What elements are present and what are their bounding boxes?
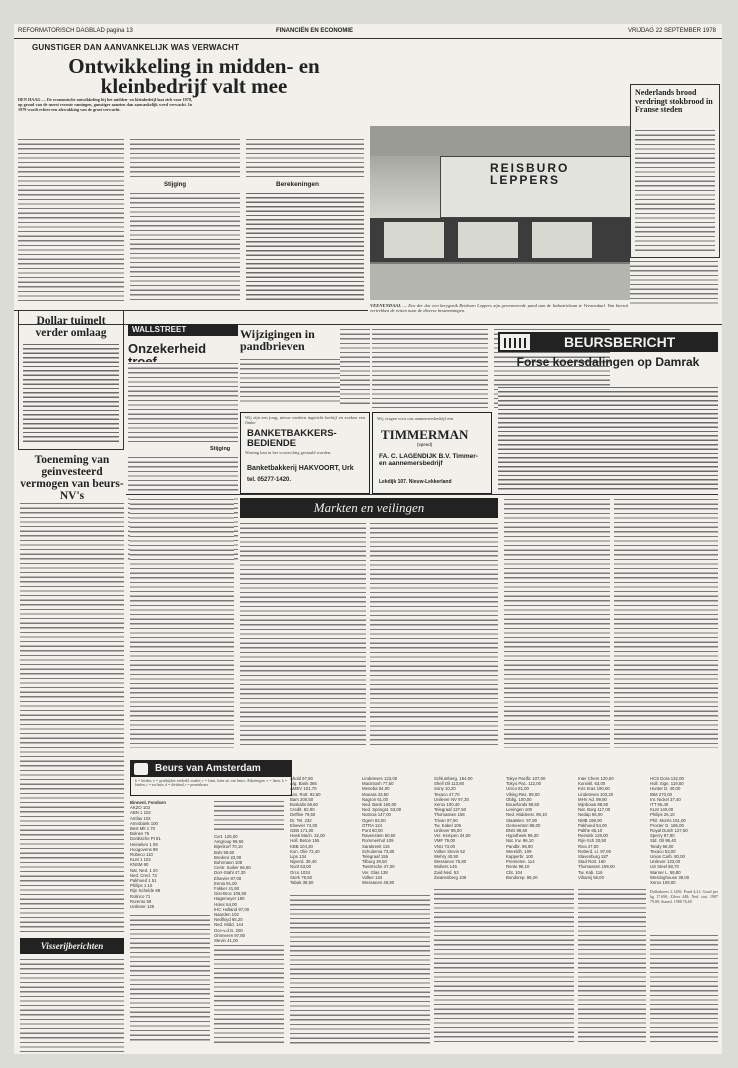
table-row: KLM 140,00 bbox=[650, 807, 674, 813]
table-row: Lips 134 bbox=[290, 854, 307, 860]
table-row: Reesink 128,00 bbox=[578, 833, 608, 839]
table-row: Xerox 100,40 bbox=[434, 802, 460, 808]
lead-col-2a bbox=[130, 138, 240, 180]
table-row: ITT 65,40 bbox=[650, 802, 669, 808]
table-row: Thomassen 199,00 bbox=[578, 864, 615, 870]
table-row: Ned. Midd. 144 bbox=[214, 922, 244, 928]
table-filler-5 bbox=[214, 944, 284, 1044]
table-row: Pont 60,00 bbox=[362, 828, 383, 834]
table-row: Rente 98,10 bbox=[506, 864, 530, 870]
table-filler-4 bbox=[130, 914, 210, 1044]
table-row: Palthe 65,10 bbox=[578, 828, 603, 834]
table-row: Ennia 91,00 bbox=[214, 880, 237, 886]
ad-banketbakker bbox=[240, 412, 370, 494]
page-header bbox=[14, 24, 722, 39]
header-center: FINANCIËN EN ECONOMIE bbox=[276, 28, 354, 34]
bank-icon bbox=[134, 763, 148, 775]
table-row: Lindeteves 123,00 bbox=[362, 776, 398, 781]
middle-news-1 bbox=[372, 328, 488, 408]
table-row: Hoogovens 98 bbox=[130, 846, 158, 852]
table-row: Tw. Kabel 106 bbox=[434, 822, 461, 828]
beurs-text bbox=[498, 386, 718, 490]
table-row: Schlumberg. 154,00 bbox=[434, 776, 473, 781]
table-row: Cbt. 104 bbox=[506, 869, 523, 875]
table-row: Nat. Ned. 1 20 bbox=[130, 867, 158, 873]
table-row: Rijn Schelde 88 bbox=[130, 888, 161, 894]
table-row: Koninkl. 63,00 bbox=[578, 781, 606, 787]
table-row: Warner L. 58,80 bbox=[650, 869, 681, 875]
table-row: Tilburg 39,50 bbox=[362, 859, 387, 865]
lead-col-1 bbox=[18, 138, 124, 301]
table-row: Rijn-Sch 30,50 bbox=[578, 838, 607, 844]
table-row: Hagemeyer 190 bbox=[214, 896, 245, 902]
markten-banner: Markten en veilingen bbox=[313, 500, 425, 515]
table-row: Heineken 1 08 bbox=[130, 841, 158, 847]
table-row: Sarakreek 115 bbox=[362, 843, 390, 849]
lead-col-3b bbox=[246, 192, 364, 300]
lead-headline: Ontwikkeling in midden- en kleinbedrijf valt mee bbox=[68, 54, 320, 98]
table-row: NMB 198,00 bbox=[578, 817, 602, 823]
table-row: Nutricia 147,00 bbox=[362, 812, 391, 818]
table-row: Ned. Springst. 53,00 bbox=[362, 807, 402, 813]
table-filler-6 bbox=[650, 934, 718, 1044]
table-row: Nagron 61,00 bbox=[362, 796, 389, 802]
table-col-2-extra bbox=[214, 800, 284, 830]
ad2-intro: Wij vragen voor ons aannemersbedrijf een bbox=[377, 417, 454, 421]
france-headline: Nederlands brood verdringt stokbrood in Franse steden bbox=[635, 88, 713, 114]
table-row: Ned. Middenst. 99,10 bbox=[506, 812, 547, 818]
table-row: Philips 26,10 bbox=[650, 812, 675, 818]
table-row: Kris Kras 190,00 bbox=[578, 786, 610, 792]
table-row: Gist-Broc 106,50 bbox=[214, 891, 247, 897]
table-filler-1 bbox=[290, 894, 430, 1044]
table-row: KNSM 80 bbox=[130, 862, 149, 868]
table-col-3 bbox=[290, 776, 360, 885]
beurs-banner-box bbox=[498, 332, 718, 352]
table-row: Tokyo Pac. 112,00 bbox=[506, 781, 542, 787]
table-row: Vihamij 56,00 bbox=[578, 874, 604, 880]
ad1-sub: Woning kan in het voorzichtig gestaald worden. bbox=[245, 451, 332, 455]
table-row: Alg. Bank 366 bbox=[290, 781, 317, 787]
table-row: Meneba 84,00 bbox=[362, 786, 390, 792]
wallstreet-headline: Onzekerheid bbox=[128, 341, 207, 356]
table-row: OTRA 124 bbox=[362, 822, 383, 828]
table-row: Tw. Kab. 116 bbox=[578, 869, 603, 875]
toename-headline: Toeneming van geinvesteerd vermogen van beurs-NV's bbox=[20, 454, 124, 502]
table-row: Telegraaf 137,50 bbox=[434, 807, 467, 813]
table-row: Sony 10,20 bbox=[434, 786, 456, 792]
table-row: Mijnbouw 88,50 bbox=[578, 802, 609, 808]
table-row: Wereldh. 109 bbox=[506, 848, 532, 854]
france-brief bbox=[630, 260, 718, 306]
markten-banner-box bbox=[240, 498, 498, 518]
lead-kicker: GUNSTIGER DAN AANVANKELIJK WAS VERWACHT bbox=[32, 43, 240, 52]
table-row: Shell Oil 113,80 bbox=[434, 781, 465, 787]
table-row: Wessanen 48,80 bbox=[362, 880, 395, 886]
table-col-8 bbox=[650, 776, 718, 885]
table-row: Ommeren 97,80 bbox=[214, 932, 246, 938]
table-row: Pakhoed 54,00 bbox=[578, 822, 607, 828]
table-row: Xerox 108,00 bbox=[650, 880, 676, 886]
table-row: Macintosh 77,60 bbox=[362, 781, 394, 787]
table-row: Dr. Tel. 232 bbox=[290, 817, 312, 823]
table-row: Boskalis 66,60 bbox=[290, 802, 318, 808]
header-right: VRIJDAG 22 SEPTEMBER 1978 bbox=[627, 28, 716, 34]
table-row: Pandbr. 95,80 bbox=[506, 843, 533, 849]
table-row: Unilever NV 97,30 bbox=[434, 796, 469, 802]
dollar-text bbox=[23, 343, 119, 445]
table-row: Slavenburg 187 bbox=[578, 854, 609, 860]
photo-caption: VEENENDAAL — Een der dor een kerygasik Reisburo Leppers zijn gerenoveerde pand aan de Industrielaan te Veenendaal. Van hieruit vertrekken de reizen naar de diverse bestemmingen. bbox=[370, 304, 628, 313]
table-row: Amgroup 99,60 bbox=[214, 839, 244, 845]
dollar-box bbox=[18, 310, 124, 450]
table-col-6 bbox=[506, 776, 576, 880]
vissers-banner: Visserijberichten bbox=[20, 938, 124, 954]
table-row: Nat. Inv. 96,10 bbox=[506, 838, 534, 844]
market-col-3 bbox=[370, 522, 498, 748]
table-row: MHV Ad. 99,80 bbox=[578, 796, 607, 802]
table-row: Texaco 47,70 bbox=[434, 791, 460, 797]
table-row: US Steel 58,70 bbox=[650, 864, 679, 870]
table-row: Zwanenberg 105 bbox=[434, 874, 467, 880]
table-row: Norit 53,00 bbox=[290, 864, 312, 870]
table-row: Holec 64,00 bbox=[214, 901, 237, 907]
table-row: Elsevier 87,00 bbox=[214, 875, 242, 881]
table-row: Lindeteves 103,20 bbox=[578, 791, 614, 797]
table-row: Volker 134 bbox=[362, 874, 383, 880]
table-row: Nat. Borg 117,00 bbox=[578, 807, 611, 813]
table-row: Delftse 79,50 bbox=[290, 812, 316, 818]
table-row: Riva 47,00 bbox=[578, 843, 599, 849]
table-row: Wolters 145 bbox=[434, 864, 457, 870]
table-row: Bouwfonds 98,50 bbox=[506, 802, 540, 808]
table-row: Wehry 40,50 bbox=[434, 854, 459, 860]
table-row: Centr. Suiker 66,60 bbox=[214, 865, 251, 871]
pand-headline: Wijzigingen in pandbrieven bbox=[240, 327, 315, 353]
table-filler-3 bbox=[578, 888, 646, 1044]
lead-subhead-berekeningen: Berekeningen bbox=[276, 181, 319, 188]
market-col-4 bbox=[504, 498, 610, 748]
table-row: Sperry 87,80 bbox=[650, 833, 675, 839]
table-row: Robeco 110 bbox=[130, 852, 153, 858]
table-row: Elsevier 74,00 bbox=[290, 822, 318, 828]
table-row: Philips 1 10 bbox=[130, 883, 153, 889]
table-row: Dordtsche Pt 81 bbox=[130, 836, 161, 842]
table-row: Premielen. 114 bbox=[506, 859, 535, 865]
table-row: Trivan 97,50 bbox=[434, 817, 458, 823]
table-row: Bols 98,50 bbox=[214, 849, 235, 855]
table-row: Oce-v.d.G. 200 bbox=[214, 927, 243, 933]
table-row: Bredero 22,00 bbox=[214, 854, 242, 860]
table-row: Hypotheek 99,30 bbox=[506, 833, 539, 839]
table-col-7 bbox=[578, 776, 646, 880]
table-row: Kapperbr. 100 bbox=[506, 854, 533, 860]
table-row: VNU 73,00 bbox=[434, 843, 456, 849]
table-row: Moeara 43,50 bbox=[362, 791, 389, 797]
lead-intro: DEN HAAG — De economische ontwikkeling bij het midden- en kleinbedrijf laat zich voor 1978, op grond van de meest recente ramingen, gunstiger aanzien dan aanvankelijk werd verwacht. In 1979 wordt echter een afzwakking van de groei verwacht. bbox=[18, 98, 192, 112]
table-title: Beurs van Amsterdam bbox=[155, 763, 261, 774]
france-text bbox=[635, 129, 715, 253]
ad1-intro: Wij zijn een jong, nieuw modern ingericht bedrijf en zoeken een flinke bbox=[245, 416, 365, 425]
table-row: Best Mlt 1 70 bbox=[130, 826, 156, 832]
market-col-2 bbox=[240, 522, 366, 748]
table-row: Ver. Kempen 34,00 bbox=[434, 833, 471, 839]
table-row: Nedap 66,00 bbox=[578, 812, 603, 818]
table-row: Rolinco 71 bbox=[130, 893, 151, 899]
table-row: Amfas 103 bbox=[130, 815, 151, 821]
table-row: Holl. Sign. 119,50 bbox=[650, 781, 684, 787]
lead-col-2b bbox=[130, 192, 240, 300]
photo-caption-text: Een der dor een kerygasik Reisburo Leppers zijn gerenoveerde pand aan de Industrielaan te Veenendaal. Van hieruit vertrekken de reizen naar de diverse bestemmingen. bbox=[370, 304, 628, 313]
ad2-sub: (speed) bbox=[417, 442, 433, 447]
ad1-company: Banketbakkerij HAKVOORT, Urk bbox=[247, 465, 354, 472]
table-row: Phil. Morris 151,00 bbox=[650, 817, 686, 823]
table-row: Buhrmann 108 bbox=[214, 860, 243, 866]
table-row: Twentsche 47,00 bbox=[362, 864, 395, 870]
table-row: Stork 79,50 bbox=[290, 874, 312, 880]
table-legend: b = bieden; e = gerektijden verdeeld zonder; r = laten, laten uit van beurs; Afkortingen: e = laten, b = bieden, c = exclusie, d = dividend, r = premiekoers bbox=[135, 779, 287, 787]
table-row: Thomassen 156 bbox=[434, 812, 465, 818]
table-row: Procter G. 186,00 bbox=[650, 822, 684, 828]
beurs-banner: BEURSBERICHT bbox=[564, 334, 676, 350]
table-row: KBB 104,30 bbox=[290, 843, 313, 849]
table-row: Bam 200,50 bbox=[290, 796, 314, 802]
beurs-headline: Forse koersdalingen op Damrak bbox=[516, 355, 700, 369]
table-row: Unilever 95,00 bbox=[434, 828, 462, 834]
table-row: VMF 79,00 bbox=[434, 838, 456, 844]
table-row: Zuid Ned. 53 bbox=[434, 869, 459, 875]
table-row: Nedlloyd 65,20 bbox=[214, 917, 243, 923]
table-title-box bbox=[130, 760, 292, 796]
table-row: Stad Rott. 160 bbox=[578, 859, 606, 865]
wallstreet-subhead: Stijging bbox=[210, 446, 231, 452]
table-filler-2 bbox=[434, 888, 574, 1044]
table-row: Rorento 59 bbox=[130, 898, 152, 904]
ad2-company: FA. C. LAGENDIJK B.V. Timmer- en aannemersbedrijf bbox=[379, 453, 478, 467]
table-row: Orco 1034 bbox=[290, 869, 311, 875]
table-row: Union Carb. 80,00 bbox=[650, 854, 685, 860]
table-row: KLM 1 102 bbox=[130, 857, 151, 863]
table-row: Inter Chem 120,00 bbox=[578, 776, 614, 781]
table-col-1 bbox=[130, 800, 212, 909]
table-row: Schuitema 73,80 bbox=[362, 848, 395, 854]
wallstreet-text-1 bbox=[128, 362, 238, 442]
table-col-2 bbox=[214, 834, 284, 943]
table-row: Bijenkorf 70,10 bbox=[214, 844, 243, 850]
table-row: Ned. Bank 150,00 bbox=[362, 802, 397, 808]
table-row: Hunter D. 40,00 bbox=[650, 786, 681, 792]
store-photo bbox=[370, 126, 630, 300]
table-row: Ahold 97,80 bbox=[290, 776, 313, 781]
table-row: Credlt. 82,90 bbox=[290, 807, 315, 813]
table-row: Oblig. 100,00 bbox=[506, 796, 532, 802]
table-row: Tokyo Pacific 107,00 bbox=[506, 776, 546, 781]
table-row: Binnenl. Fondsen bbox=[130, 800, 167, 805]
table-row: Nijverd. 39,40 bbox=[290, 859, 317, 865]
table-row: Bolnes 76 bbox=[130, 831, 150, 837]
table-row: Volker Stevin 52 bbox=[434, 848, 466, 854]
table-row: Std. Oil 95,40 bbox=[650, 838, 677, 844]
ad2-address: Lekdijk 107. Nieuw-Lekkerland bbox=[379, 479, 452, 485]
header-left: REFORMATORISCH DAGBLAD pagina 13 bbox=[18, 28, 133, 34]
newspaper-page bbox=[14, 24, 722, 1054]
ad-timmerman bbox=[372, 412, 492, 494]
lead-subhead-stijging: Stijging bbox=[164, 182, 186, 188]
table-col-4 bbox=[362, 776, 432, 885]
table-row: Wessanen 75,80 bbox=[434, 859, 467, 865]
table-row: Tabak 38,50 bbox=[290, 880, 314, 886]
table-row: Unilever 133,00 bbox=[650, 859, 681, 865]
table-row: ABN 1 102 bbox=[130, 810, 151, 816]
store-sign: REISBURO LEPPERS bbox=[490, 161, 570, 187]
table-row: Hoek Mach. 32,00 bbox=[290, 833, 325, 839]
table-row: HCS Dora 132,00 bbox=[650, 776, 684, 781]
table-row: Fokker 41,90 bbox=[214, 886, 240, 892]
market-col-5 bbox=[614, 498, 718, 748]
table-row: GEB 171,00 bbox=[290, 828, 314, 834]
table-row: Int. Nickel 37,40 bbox=[650, 796, 681, 802]
table-row: Texaco 53,00 bbox=[650, 848, 676, 854]
dollar-headline: Dollar tuimelt verder omlaag bbox=[35, 315, 107, 339]
table-row: Staatslen. 97,80 bbox=[506, 817, 538, 823]
table-row: Bondsrep. 99,20 bbox=[506, 874, 538, 880]
table-row: Telegraaf 155 bbox=[362, 854, 389, 860]
ad2-title: TIMMERMAN bbox=[381, 427, 469, 442]
table-row: Unico 81,00 bbox=[506, 786, 529, 792]
ad1-title: BANKETBAKKERS-BEDIENDE bbox=[247, 428, 337, 449]
building-icon bbox=[500, 334, 530, 350]
lead-col-3a bbox=[246, 138, 364, 178]
vissers-text bbox=[20, 958, 124, 1052]
toename-text bbox=[20, 502, 124, 932]
table-row: Stevin 41,00 bbox=[214, 938, 238, 944]
france-box bbox=[630, 84, 720, 258]
table-row: Pakhoed 1 51 bbox=[130, 878, 157, 884]
table-row: Ass. Rott. 92,60 bbox=[290, 791, 321, 797]
ad1-phone: tel. 05277-1420. bbox=[247, 477, 292, 483]
table-row: Holl. Beton 155 bbox=[290, 838, 320, 844]
table-row: Cert. 125,00 bbox=[214, 834, 238, 839]
wallstreet-bar: WALLSTREET bbox=[128, 324, 238, 336]
table-row: IBM 270,00 bbox=[650, 791, 672, 797]
table-row: Rotterd. Ll. 97,00 bbox=[578, 848, 611, 854]
table-row: Ogem 83,00 bbox=[362, 817, 386, 823]
table-row: Dorr-Stahl 47,30 bbox=[214, 870, 246, 876]
table-col-5 bbox=[434, 776, 504, 880]
table-row: Westinghouse 39,00 bbox=[650, 874, 690, 880]
table-row: Viking Res. 99,00 bbox=[506, 791, 540, 797]
table-row: AMEV 101,70 bbox=[290, 786, 317, 792]
table-row: Kon. Olie 72,40 bbox=[290, 848, 320, 854]
table-row: AKZO 103 bbox=[130, 805, 151, 811]
table-row: Ravenstein 50,50 bbox=[362, 833, 396, 839]
table-row: Amrobank 100 bbox=[130, 820, 158, 826]
table-row: Royal Dutch 127,50 bbox=[650, 828, 688, 834]
table-row: Ned. Cred. 73 bbox=[130, 872, 157, 878]
table-row: Naarden 102 bbox=[214, 912, 239, 918]
photo-caption-title: VEENENDAAL bbox=[370, 304, 402, 308]
table-row: BNG 98,60 bbox=[506, 828, 528, 834]
table-row: Tandy 66,00 bbox=[650, 843, 674, 849]
table-footer: Dollarkoers 2,1450; Pond 4,21; Goud per kg 17.690; Zilver 448; Ned. stat. 1987 79,80; Staatsl. 1988 76,60 bbox=[650, 890, 718, 904]
table-row: IHC Holland 97,00 bbox=[214, 906, 250, 912]
pand-text-2 bbox=[340, 328, 370, 404]
table-row: Unilever 125 bbox=[130, 904, 155, 910]
market-col-1 bbox=[130, 498, 234, 748]
table-row: Ver. Glas 138 bbox=[362, 869, 388, 875]
table-row: Gemeenten 98,00 bbox=[506, 822, 541, 828]
table-row: Leningen 100 bbox=[506, 807, 533, 813]
table-row: Rommenhol 109 bbox=[362, 838, 394, 844]
